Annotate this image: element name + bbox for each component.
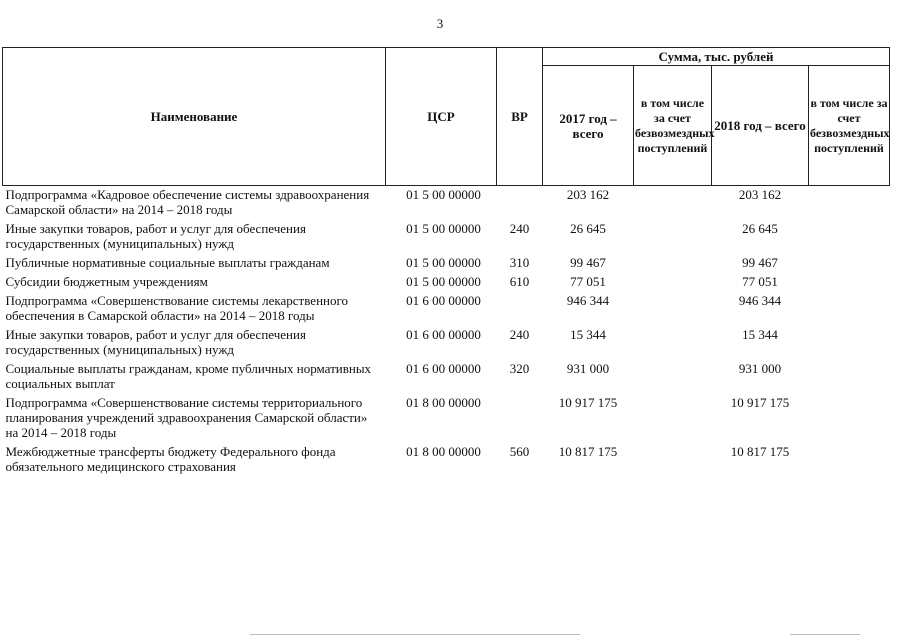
table-row [3, 186, 890, 220]
row-2018-incl [809, 393, 890, 442]
row-2017-total: 946 344 [566, 293, 610, 308]
scan-artifact-line [250, 634, 580, 635]
row-name: Публичные нормативные социальные выплаты гражданам [5, 255, 330, 270]
row-2018-total: 15 344 [742, 327, 778, 342]
page-number: 3 [436, 16, 444, 31]
header-2017-incl: в том числе за счет безвозмездных поступлений [634, 66, 712, 186]
row-csr: 01 5 00 00000 [406, 221, 481, 236]
row-csr: 01 6 00 00000 [406, 327, 481, 342]
row-name: Подпрограмма «Совершенствование системы территориального планирования учреждений здравоохранения Самарской области» на 2014 – 2018 годы [5, 395, 368, 440]
row-2017-total: 99 467 [570, 255, 606, 270]
row-vr: 320 [509, 361, 530, 376]
row-2017-incl [634, 325, 712, 359]
row-2017-total: 10 917 175 [558, 395, 618, 410]
row-2018-incl [809, 186, 890, 220]
header-2018-total: 2018 год – всего [712, 66, 809, 186]
row-name: Иные закупки товаров, работ и услуг для обеспечения государственных (муниципальных) нужд [5, 221, 306, 251]
row-csr: 01 5 00 00000 [406, 274, 481, 289]
row-2017-total: 10 817 175 [558, 444, 618, 459]
row-2017-incl [634, 359, 712, 393]
row-2018-total: 26 645 [742, 221, 778, 236]
row-name: Подпрограмма «Совершенствование системы лекарственного обеспечения в Самарской области» на 2014 – 2018 годы [5, 293, 348, 323]
row-2017-incl [634, 186, 712, 220]
table-header [3, 48, 890, 186]
row-2018-total: 931 000 [738, 361, 782, 376]
row-2018-total: 10 917 175 [730, 395, 790, 410]
table-row [3, 253, 890, 272]
table-body [3, 186, 890, 477]
row-vr [497, 186, 543, 220]
row-vr: 310 [509, 255, 530, 270]
row-2017-total: 77 051 [570, 274, 606, 289]
row-2018-total: 99 467 [742, 255, 778, 270]
row-2017-incl [634, 253, 712, 272]
row-2017-incl [634, 272, 712, 291]
row-2017-total: 26 645 [570, 221, 606, 236]
row-csr: 01 8 00 00000 [406, 395, 481, 410]
row-2018-total: 946 344 [738, 293, 782, 308]
row-name: Субсидии бюджетным учреждениям [5, 274, 208, 289]
row-2018-incl [809, 253, 890, 272]
row-2018-incl [809, 442, 890, 476]
row-csr: 01 5 00 00000 [406, 187, 481, 202]
row-2018-incl [809, 219, 890, 253]
row-2017-total: 203 162 [566, 187, 610, 202]
table-row [3, 393, 890, 442]
row-name: Межбюджетные трансферты бюджету Федерального фонда обязательного медицинского страхования [5, 444, 336, 474]
header-name: Наименование [3, 48, 386, 186]
table-row [3, 291, 890, 325]
header-2018-incl: в том числе за счет безвозмездных поступлений [809, 66, 890, 186]
row-2018-incl [809, 325, 890, 359]
row-name: Социальные выплаты гражданам, кроме публичных нормативных социальных выплат [5, 361, 372, 391]
row-2018-total: 77 051 [742, 274, 778, 289]
row-vr: 240 [509, 327, 530, 342]
row-2017-incl [634, 291, 712, 325]
row-csr: 01 8 00 00000 [406, 444, 481, 459]
row-csr: 01 6 00 00000 [406, 361, 481, 376]
row-2018-incl [809, 272, 890, 291]
row-2018-incl [809, 291, 890, 325]
header-sum-group: Сумма, тыс. рублей [543, 48, 890, 66]
row-2018-total: 10 817 175 [730, 444, 790, 459]
header-vr: ВР [497, 48, 543, 186]
header-2017-total: 2017 год – всего [543, 66, 634, 186]
budget-table [2, 47, 890, 476]
table-row [3, 359, 890, 393]
row-name: Иные закупки товаров, работ и услуг для обеспечения государственных (муниципальных) нужд [5, 327, 306, 357]
scan-artifact-line [790, 634, 860, 635]
row-2017-incl [634, 393, 712, 442]
row-2018-total: 203 162 [738, 187, 782, 202]
table-row [3, 325, 890, 359]
table-row [3, 272, 890, 291]
row-name: Подпрограмма «Кадровое обеспечение системы здравоохранения Самарской области» на 2014 – 2018 годы [5, 187, 370, 217]
row-vr [497, 291, 543, 325]
row-2017-incl [634, 219, 712, 253]
row-2017-total: 15 344 [570, 327, 606, 342]
row-csr: 01 5 00 00000 [406, 255, 481, 270]
header-csr: ЦСР [386, 48, 497, 186]
row-2017-incl [634, 442, 712, 476]
row-vr: 560 [509, 444, 530, 459]
table-row [3, 442, 890, 476]
row-2018-incl [809, 359, 890, 393]
row-vr [497, 393, 543, 442]
row-vr: 610 [509, 274, 530, 289]
row-csr: 01 6 00 00000 [406, 293, 481, 308]
row-2017-total: 931 000 [566, 361, 610, 376]
row-vr: 240 [509, 221, 530, 236]
table-row [3, 219, 890, 253]
